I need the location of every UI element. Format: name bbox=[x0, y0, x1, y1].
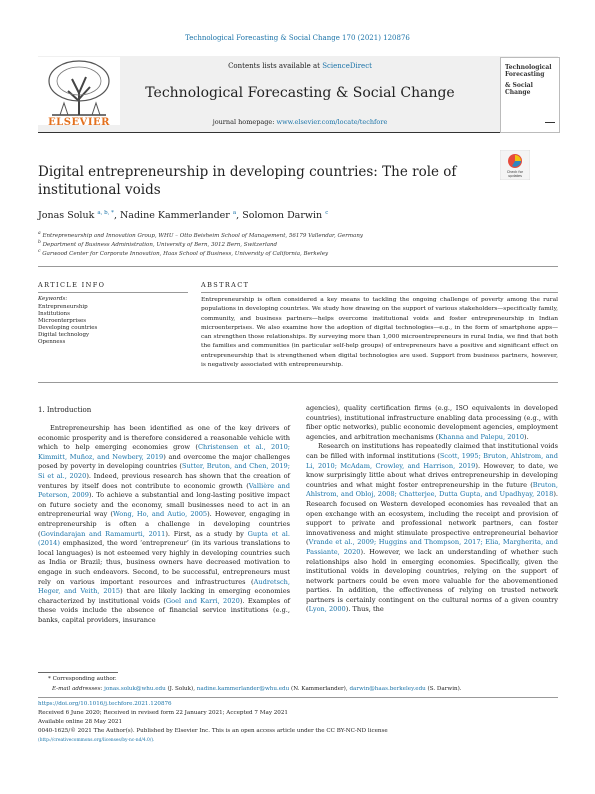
keyword: Entrepreneurship bbox=[38, 304, 88, 310]
doi-url[interactable]: https://doi.org/10.1016/j.techfore.2021.120876 bbox=[38, 701, 172, 707]
cover-line: Technological bbox=[505, 64, 552, 71]
affiliation-marker: b bbox=[38, 240, 41, 245]
journal-title: Technological Forecasting & Social Change bbox=[145, 85, 455, 101]
email-owner: (S. Darwin). bbox=[425, 686, 462, 692]
abstract-text: Entrepreneurship is often considered a key means to tackling the ongoing challenge of poverty among the rural populations in developing countries. We study how drawing on the support of various stakeholders—specifically family, community, and business partners—helps overcome institutional voids and foster entrepreneurship in Indian microenterprises. We also examine how the adoption of digital technologies—e.g., in the form of smartphone apps—can strengthen those relationships. By surveying more than 1,000 microentrepreneurs in rural India, we find that both the families and communities (in particular self-help groups) of entrepreneurs have a positive and significant effect on entrepreneurship that is strengthened when digital technologies are used. Support from business partners, however, is negatively associated with entrepreneurship. bbox=[201, 297, 558, 369]
email-owner: (N. Kammerlander), bbox=[289, 686, 350, 692]
homepage-link[interactable]: www.elsevier.com/locate/techfore bbox=[276, 118, 388, 126]
affiliation-text: Garwood Center for Corporate Innovation, Haas School of Business, University of California, Berkeley bbox=[42, 250, 329, 257]
author-list: Jonas Soluk $^{a, b, *}$, Nadine Kammerlander $^a$, Solomon Darwin $^c$ bbox=[38, 210, 329, 222]
citation-link[interactable]: Gupta et al. (2014) bbox=[38, 529, 290, 548]
citation-link[interactable]: Khanna and Palepu, 2010 bbox=[438, 432, 525, 441]
check-for-updates-icon[interactable] bbox=[500, 150, 530, 180]
divider bbox=[38, 266, 558, 267]
license-url bbox=[38, 738, 154, 743]
citation-link[interactable]: Vallière and Peterson, 2009 bbox=[38, 481, 290, 500]
affiliation bbox=[38, 249, 328, 257]
contents-line bbox=[120, 62, 480, 70]
journal-reference[interactable]: Technological Forecasting & Social Change 170 (2021) 120876 bbox=[185, 34, 410, 42]
email-owner: (J. Soluk), bbox=[165, 686, 197, 692]
citation-link[interactable]: Lyon, 2000 bbox=[308, 605, 346, 614]
elsevier-wordmark[interactable]: ELSEVIER bbox=[48, 117, 110, 128]
affiliation-text: Entrepreneurship and Innovation Group, WHU – Otto Beisheim School of Management, 56179 Vallendar, Germany bbox=[42, 232, 363, 239]
doi-link bbox=[38, 701, 172, 707]
cover-line: Forecasting bbox=[505, 71, 545, 78]
article-title: Digital entrepreneurship in developing countries: The role of institutional voids bbox=[38, 164, 457, 198]
citation-link[interactable]: Govindarajan and Ramamurti, 2011 bbox=[40, 529, 166, 538]
keyword: Openness bbox=[38, 339, 66, 345]
citation-link[interactable]: Wong, Ho, and Autio, 2005 bbox=[112, 510, 208, 519]
affiliation bbox=[38, 231, 363, 239]
abstract-heading: ABSTRACT bbox=[201, 281, 250, 289]
affiliation-marker: a bbox=[38, 231, 41, 236]
footnote-corresponding: * Corresponding author. bbox=[48, 676, 117, 682]
author-name[interactable]: Jonas Soluk bbox=[38, 210, 95, 222]
paragraph: Research on institutions has repeatedly claimed that institutional voids can be filled with informal institutions (Scott, 1995; Bruton, Ahlstrom, and Li, 2010; McAdam, Crowley, and Harrison, 2019). However, to date, we know surprisingly little about what drives entrepreneurship in developing countries and what might foster entrepreneurship in the future (Bruton, Ahlstrom, and Obloj, 2008; Chatterjee, Dutta Gupta, and Upadhyay, 2018). Research focused on Western developed economies has revealed that an open exchange with an ecosystem, including the receipt and provision of support to private and professional network partners, can foster innovativeness and might stimulate prospective entrepreneurial behavior (Vrande et al., 2009; Huggins and Thompson, 2017; Elia, Margherita, and Passiante, 2020). However, we lack an understanding of whether such relationships also hold in emerging economies. Specifically, given the institutional voids in developing countries, relying on the support of network partners could be even more valuable for the abovementioned parties. In addition, the effectiveness of relying on trusted network partners is certainly contingent on the cultural norms of a given country (Lyon, 2000). Thus, the bbox=[306, 442, 559, 614]
email-label: E-mail addresses: bbox=[52, 686, 105, 692]
affiliation-text: Department of Business Administration, University of Bern, 3012 Bern, Switzerland bbox=[42, 241, 278, 248]
paragraph: Entrepreneurship has been identified as one of the key drivers of economic prosperity and is therefore considered a reasonable vehicle with which to help emerging economies grow (Christensen et al., 2010; Kimmitt, Muñoz, and Newbery, 2019) and overcome the major challenges posed by poverty in developing countries (Sutter, Bruton, and Chen, 2019; Si et al., 2020). Indeed, previous research has shown that the creation of ventures by itself does not contribute to economic growth (Vallière and Peterson, 2009). To achieve a substantial and long-lasting positive impact on future society and the economy, small businesses need to act in an entrepreneurial way (Wong, Ho, and Autio, 2005). However, engaging in entrepreneurship is often a challenge in developing countries (Govindarajan and Ramamurti, 2011). First, as a study by Gupta et al. (2014) emphasized, the word ‘entrepreneur’ (in its various translations to local languages) is not esteemed very highly in developing countries such as India or Brazil; thus, business owners have decreased motivation to engage in such endeavors. Second, to be successful, entrepreneurs must rely on various important resources and infrastructures (Audretsch, Heger, and Veith, 2015) that are likely lacking in emerging economies characterized by institutional voids (Goel and Karri, 2020). Examples of these voids include the absence of financial service institutions (e.g., banks, capital providers, insurance bbox=[38, 424, 291, 624]
citation-link[interactable]: Audretsch, Heger, and Veith, 2015 bbox=[38, 577, 290, 596]
available-online: Available online 28 May 2021 bbox=[38, 719, 123, 725]
body-column-left bbox=[38, 424, 290, 625]
affiliation-marker: c bbox=[38, 249, 41, 254]
footnote-emails bbox=[52, 686, 462, 692]
cover-rule bbox=[545, 122, 555, 123]
keywords-label: Keywords: bbox=[38, 296, 68, 302]
sciencedirect-link[interactable]: ScienceDirect bbox=[322, 62, 372, 70]
keyword: Institutions bbox=[38, 311, 70, 317]
keyword: Microenterprises bbox=[38, 318, 87, 324]
journal-cover[interactable] bbox=[500, 57, 560, 133]
cover-line: Change bbox=[505, 89, 531, 96]
svg-text:Check for: Check for bbox=[506, 170, 524, 174]
affiliation bbox=[38, 240, 277, 248]
article-info-heading: ARTICLE INFO bbox=[38, 281, 106, 289]
citation-link[interactable]: Sutter, Bruton, and Chen, 2019; Si et al., 2020 bbox=[38, 462, 290, 480]
divider bbox=[38, 292, 188, 293]
footnote-text: Corresponding author. bbox=[52, 676, 117, 682]
elsevier-tree-logo bbox=[38, 57, 120, 125]
divider bbox=[201, 292, 558, 293]
cover-line: & Social bbox=[505, 82, 533, 89]
divider bbox=[38, 697, 558, 698]
license-line: 0040-1625/© 2021 The Author(s). Published by Elsevier Inc. This is an open access article under the CC BY-NC-ND license bbox=[38, 728, 388, 734]
paragraph: agencies), quality certification firms (e.g., ISO equivalents in developed countries), institutional infrastructure enabling data processing (e.g., with fiber optic networks), public economic development agencies, employment agencies, and arbitration mechanisms (Khanna and Palepu, 2010). bbox=[306, 404, 558, 441]
section-heading: 1. Introduction bbox=[38, 406, 92, 414]
author-affiliation-marker[interactable]: a bbox=[232, 210, 237, 216]
email-link[interactable]: nadine.kammerlander@whu.edu bbox=[196, 686, 290, 692]
received-dates: Received 6 June 2020; Received in revised form 22 January 2021; Accepted 7 May 2021 bbox=[38, 710, 288, 716]
citation-link[interactable]: Vrande et al., 2009; Huggins and Thompson, 2017; Elia, Margherita, and Passiante, 2020 bbox=[306, 538, 558, 556]
contents-prefix: Contents lists available at bbox=[228, 62, 323, 70]
author-affiliation-marker[interactable]: a, b, * bbox=[97, 210, 114, 216]
author-affiliation-marker[interactable]: c bbox=[325, 210, 329, 216]
body-column-right bbox=[306, 404, 558, 615]
email-link[interactable]: jonas.soluk@whu.edu bbox=[104, 686, 166, 692]
citation-link[interactable]: Bruton, Ahlstrom, and Obloj, 2008; Chatterjee, Dutta Gupta, and Upadhyay, 2018 bbox=[306, 480, 558, 499]
citation-link[interactable]: Christensen et al., 2010; Kimmitt, Muñoz, and Newbery, 2019 bbox=[38, 443, 291, 461]
email-link[interactable]: darwin@haas.berkeley.edu bbox=[349, 686, 426, 692]
author-name[interactable]: Nadine Kammerlander bbox=[119, 210, 230, 222]
keyword: Digital technology bbox=[38, 332, 90, 338]
citation-link[interactable]: Scott, 1995; Bruton, Ahlstrom, and Li, 2010; McAdam, Crowley, and Harrison, 2019 bbox=[306, 451, 559, 470]
keyword: Developing countries bbox=[38, 325, 98, 331]
divider bbox=[38, 382, 558, 383]
svg-text:updates: updates bbox=[508, 174, 522, 178]
author-name[interactable]: Solomon Darwin bbox=[242, 210, 323, 222]
license-link[interactable]: (http://creativecommons.org/licenses/by-nc-nd/4.0/). bbox=[38, 738, 155, 743]
journal-homepage bbox=[120, 118, 480, 126]
footnote-rule bbox=[38, 672, 118, 673]
homepage-prefix: journal homepage: bbox=[212, 118, 277, 126]
citation-link[interactable]: Goel and Karri, 2020 bbox=[165, 596, 240, 605]
